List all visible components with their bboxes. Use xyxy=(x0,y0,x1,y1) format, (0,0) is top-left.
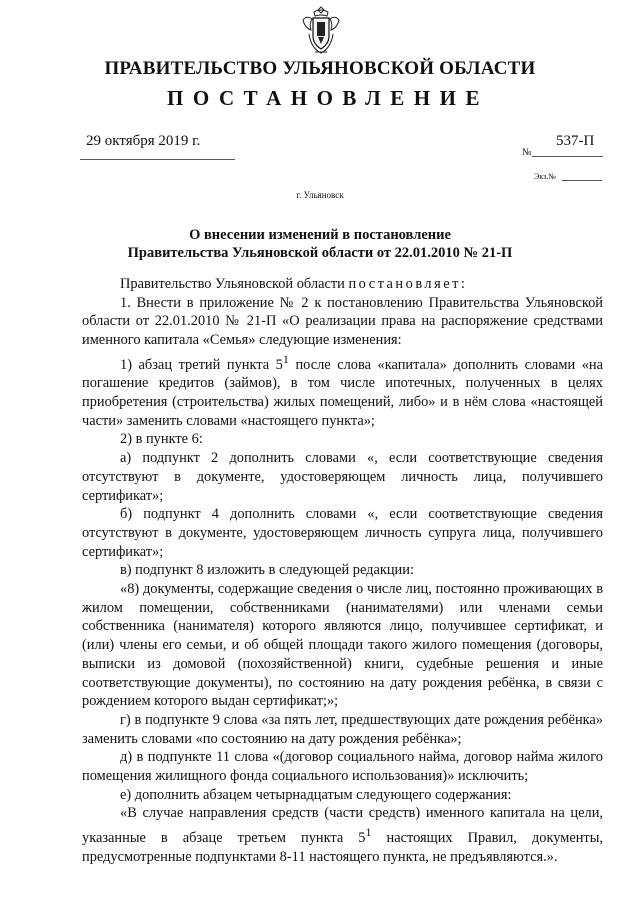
paragraph-1: 1. Внести в приложение № 2 к постановлению Правительства Ульяновской области от 22.01.2010 № 21-П «О реализации права на распоряжение средствами именного капитала «Семья» следующие изменения: xyxy=(82,294,603,349)
government-name: ПРАВИТЕЛЬСТВО УЛЬЯНОВСКОЙ ОБЛАСТИ xyxy=(104,58,536,79)
intro-paragraph xyxy=(82,275,603,294)
coat-of-arms-icon xyxy=(301,4,341,56)
paragraph-11 xyxy=(82,804,603,866)
paragraph-2 xyxy=(82,350,603,431)
title-line-2: Правительства Ульяновской области от 22.01.2010 № 21-П xyxy=(127,245,513,261)
copy-number-underline xyxy=(562,180,602,181)
intro-colon: : xyxy=(460,276,465,292)
document-date: 29 октября 2019 г. xyxy=(86,133,201,149)
paragraph-8: г) в подпункте 9 слова «за пять лет, предшествующих дате рождения ребёнка» заменить словами «по состоянию на дату рождения ребёнка»; xyxy=(82,711,603,747)
paragraph-4: а) подпункт 2 дополнить словами «, если соответствующие сведения отсутствуют в документе, удостоверяющем личность лица, получившего сертификат»; xyxy=(82,450,603,504)
superscript: 1 xyxy=(282,351,289,366)
number-sign: № xyxy=(522,147,532,158)
paragraph-11-start: «В случае направления средств (части средств) именного капитала на цели, указанные в абзаце третьем пункта 5 xyxy=(82,805,603,846)
paragraph-2-start: 1) абзац третий пункта 5 xyxy=(120,356,283,373)
superscript: 1 xyxy=(365,825,372,840)
document-title xyxy=(0,226,640,262)
paragraph-3: 2) в пункте 6: xyxy=(120,431,203,448)
paragraph-11-end: настоящих Правил, документы, предусмотренные подпунктами 8-11 настоящего пункта, не предъявляются.». xyxy=(82,829,603,865)
intro-verb: постановляет xyxy=(348,276,461,292)
document-type: ПОСТАНОВЛЕНИЕ xyxy=(167,86,489,110)
paragraph-9: д) в подпункте 11 слова «(договор социального найма, договор найма жилого помещения жилищного фонда социального использования)» исключить; xyxy=(82,749,603,785)
document-number: 537-П xyxy=(556,133,595,149)
city: г. Ульяновск xyxy=(296,190,344,200)
paragraph-6: в) подпункт 8 изложить в следующей редакции: xyxy=(120,562,414,579)
title-line-1: О внесении изменений в постановление xyxy=(189,227,451,243)
number-underline xyxy=(532,156,603,157)
paragraph-7: «8) документы, содержащие сведения о числе лиц, постоянно проживающих в жилом помещении, собственниками (нанимателями) или членами семьи собственника (нанимателя) которого являются лицо, получившее сертификат, и (или) члены его семьи, и об общей площади такого жилого помещения (договоры, выписки из домовой (похозяйственной) книги, судебные решения и иные соответствующие документы), по состоянию на дату рождения ребёнка, в связи с рождением которого выдан сертификат;»; xyxy=(82,581,603,710)
paragraph-5: б) подпункт 4 дополнить словами «, если соответствующие сведения отсутствуют в документе, удостоверяющем личность супруга лица, получившего сертификат»; xyxy=(82,506,603,560)
intro-text: Правительство Ульяновской области xyxy=(120,276,349,292)
paragraph-2-end: после слова «капитала» дополнить словами «на погашение кредитов (займов), в том числе ипотечных, полученных в целях приобретения (строительства) жилых помещений, либо» и в нём слова «настоящей части» заменить словами «настоящего пункта»; xyxy=(82,356,604,429)
copy-number-label: Экз.№ xyxy=(534,172,556,181)
paragraph-10: е) дополнить абзацем четырнадцатым следующего содержания: xyxy=(120,786,512,803)
date-underline xyxy=(80,159,235,160)
document-body xyxy=(82,275,603,866)
